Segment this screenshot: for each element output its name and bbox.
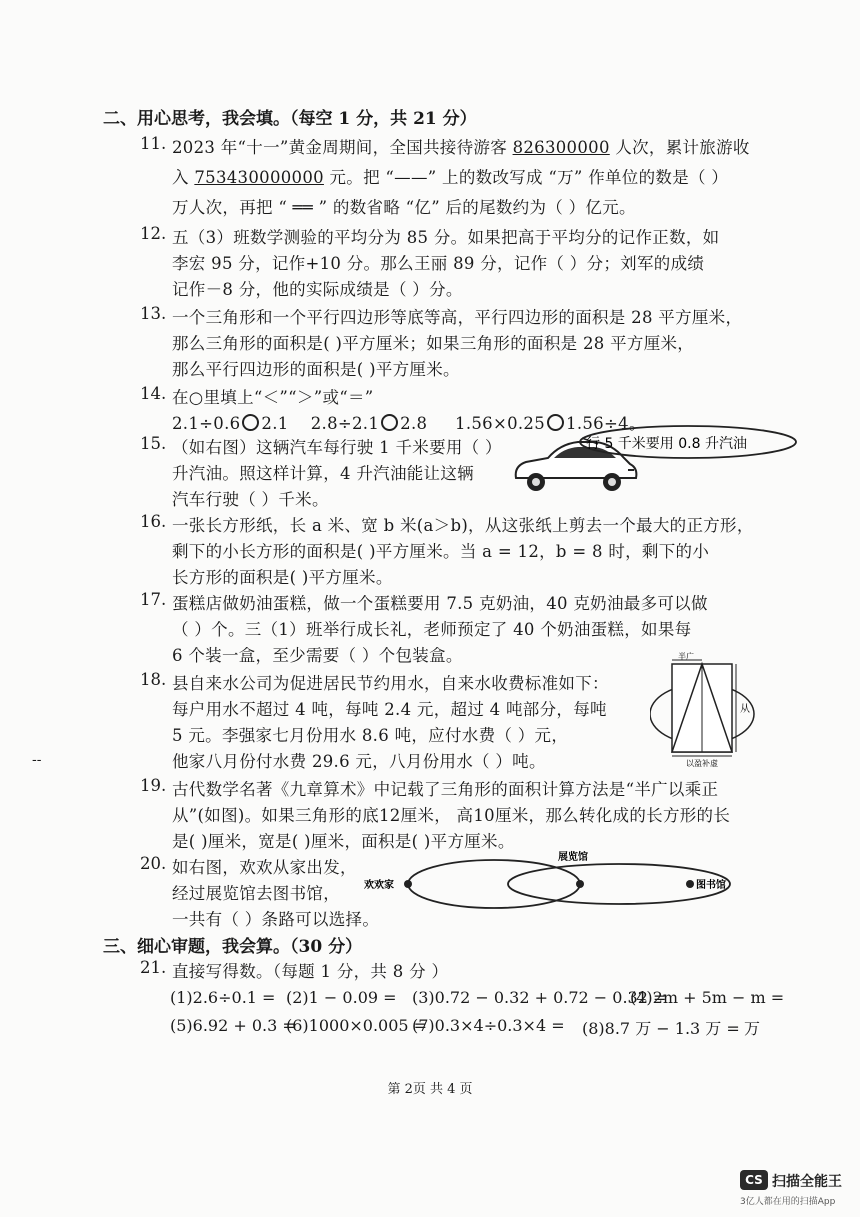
q17-line2: （ ）个。三（1）班举行成长礼，老师预定了 40 个奶油蛋糕，如果每: [172, 620, 692, 639]
calc-4: (4)2m + 5m − m =: [630, 988, 785, 1007]
library-label: 图书馆: [696, 880, 726, 891]
car-figure: [508, 424, 798, 500]
compare-circle-1[interactable]: [242, 414, 259, 431]
q12-number: 12.: [140, 224, 167, 243]
q17-number: 17.: [140, 590, 167, 609]
margin-mark: --: [32, 752, 42, 768]
q16-line3: 长方形的面积是( )平方厘米。: [172, 568, 393, 587]
compare-circle-2[interactable]: [381, 414, 398, 431]
calc-7: (7)0.3×4÷0.3×4 =: [412, 1016, 565, 1035]
calc-2: (2)1 − 0.09 =: [286, 988, 397, 1007]
calc-6: (6)1000×0.005 =: [286, 1016, 428, 1035]
watermark-name: 扫描全能王: [772, 1174, 842, 1190]
calc-1: (1)2.6÷0.1 =: [170, 988, 276, 1007]
exhibit-label: 展览馆: [558, 852, 588, 863]
q16-line2: 剩下的小长方形的面积是( )平方厘米。当 a = 12，b = 8 时，剩下的小: [172, 542, 710, 561]
calc-5: (5)6.92 + 0.3 =: [170, 1016, 296, 1035]
calc-8: (8)8.7 万 − 1.3 万 =: [582, 1019, 740, 1038]
q18-line1: 县自来水公司为促进居民节约用水，自来水收费标准如下：: [172, 674, 609, 693]
figure-top-label: 半广: [678, 652, 694, 661]
q12-line2: 李宏 95 分，记作+10 分。那么王丽 89 分，记作（ ）分；刘军的成绩: [172, 254, 705, 273]
q14-expressions: 2.1÷0.6 2.1 2.8÷2.1 2.8 1.56×0.25 1.56÷4。: [172, 414, 646, 433]
bubble-text: 行 5 千米要用 0.8 升汽油: [586, 436, 747, 452]
q20-line2: 经过展览馆去图书馆，: [172, 884, 340, 903]
library-dot: [686, 880, 694, 888]
q11-number: 11.: [140, 134, 167, 153]
calc-3: (3)0.72 − 0.32 + 0.72 − 0.32 =: [412, 988, 667, 1007]
q21-number: 21.: [140, 958, 167, 977]
q11-line1: 2023 年“十一”黄金周期间，全国共接待游客 826300000 人次，累计旅游收: [172, 138, 750, 157]
q21-line1: 直接写得数。（每题 1 分，共 8 分 ）: [172, 962, 449, 981]
home-label: 欢欢家: [364, 880, 394, 891]
exhibit-dot: [576, 880, 584, 888]
watermark-subtitle: 3亿人都在用的扫描App: [740, 1197, 836, 1207]
section-2-title: 二、用心思考，我会填。（每空 1 分，共 21 分）: [103, 109, 477, 129]
q19-line1: 古代数学名著《九章算术》中记载了三角形的面积计算方法是“半广以乘正: [172, 780, 719, 799]
q20-line3: 一共有（ ）条路可以选择。: [172, 910, 380, 929]
page-footer: 第 2页 共 4 页: [387, 1082, 473, 1097]
q12-line1: 五（3）班数学测验的平均分为 85 分。如果把高于平均分的记作正数，如: [172, 228, 720, 247]
triangle-rectangle-figure: [650, 652, 770, 768]
calc-8-unit: 万: [744, 1019, 761, 1038]
q18-number: 18.: [140, 670, 167, 689]
q12-line3: 记作－8 分，他的实际成绩是（ ）分。: [172, 280, 463, 299]
q15-number: 15.: [140, 434, 167, 453]
q20-line1: 如右图，欢欢从家出发，: [172, 858, 357, 877]
q11-tourists-number: 826300000: [512, 138, 610, 157]
q19-line3: 是( )厘米，宽是( )厘米，面积是( )平方厘米。: [172, 832, 515, 851]
q15-line1: （如右图）这辆汽车每行驶 1 千米要用（ ）: [172, 438, 502, 457]
q13-line1: 一个三角形和一个平行四边形等底等高，平行四边形的面积是 28 平方厘米，: [172, 308, 743, 327]
q20-number: 20.: [140, 854, 167, 873]
q15-line2: 升汽油。照这样计算，4 升汽油能让这辆: [172, 464, 474, 483]
q13-line2: 那么三角形的面积是( )平方厘米；如果三角形的面积是 28 平方厘米，: [172, 334, 695, 353]
home-dot: [404, 880, 412, 888]
camscanner-logo-icon: CS: [740, 1170, 768, 1190]
figure-bottom-label: 以盈补虚: [686, 759, 718, 768]
q15-line3: 汽车行驶（ ）千米。: [172, 490, 329, 509]
q11-income-number: 753430000000: [194, 168, 324, 187]
q13-line3: 那么平行四边形的面积是( )平方厘米。: [172, 360, 460, 379]
figure-side-label: 从: [740, 704, 750, 715]
q17-line1: 蛋糕店做奶油蛋糕，做一个蛋糕要用 7.5 克奶油，40 克奶油最多可以做: [172, 594, 708, 613]
q14-number: 14.: [140, 384, 167, 403]
q19-line2: 从”(如图)。如果三角形的底12厘米， 高10厘米，那么转化成的长方形的长: [172, 806, 731, 825]
q18-line4: 他家八月份付水费 29.6 元，八月份用水（ ）吨。: [172, 752, 546, 771]
q19-number: 19.: [140, 776, 167, 795]
q14-line1: 在○里填上“＜”“＞”或“＝”: [172, 388, 374, 407]
q11-line2: 入 753430000000 元。把 “——” 上的数改写成 “万” 作单位的数是（ ）: [172, 168, 729, 187]
section-3-title: 三、细心审题，我会算。（30 分）: [103, 937, 363, 957]
q18-line2: 每户用水不超过 4 吨，每吨 2.4 元，超过 4 吨部分，每吨: [172, 700, 607, 719]
q16-line1: 一张长方形纸，长 a 米、宽 b 米(a＞b)，从这张纸上剪去一个最大的正方形，: [172, 516, 754, 535]
q18-line3: 5 元。李强家七月份用水 8.6 吨，应付水费（ ）元，: [172, 726, 569, 745]
q13-number: 13.: [140, 304, 167, 323]
q17-line3: 6 个装一盒，至少需要（ ）个包装盒。: [172, 646, 463, 665]
q11-line3: 万人次，再把 “ ══ ” 的数省略 “亿” 后的尾数约为（ ）亿元。: [172, 198, 636, 217]
route-figure: [362, 846, 742, 916]
q16-number: 16.: [140, 512, 167, 531]
